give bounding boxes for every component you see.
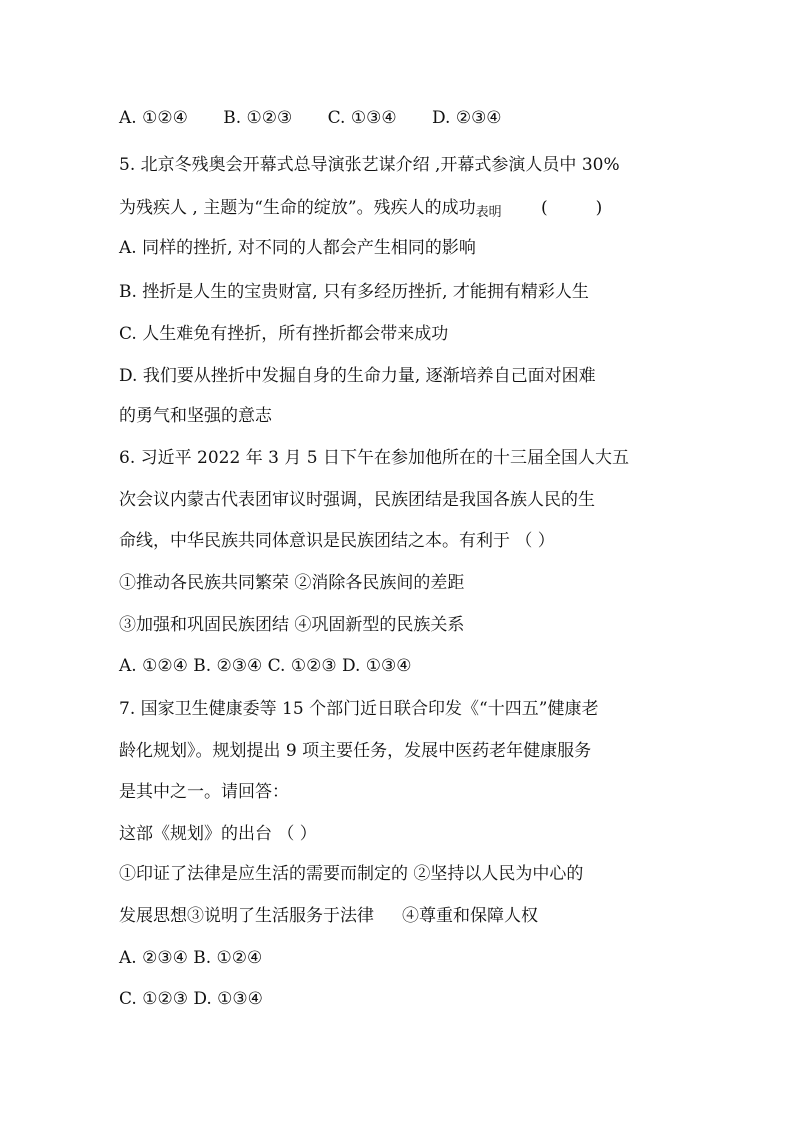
q6-line-1: 6. 习近平 2022 年 3 月 5 日下午在参加他所在的十三届全国人大五 [119, 448, 629, 468]
q5-option-a: A. 同样的挫折, 对不同的人都会产生相同的影响 [119, 238, 476, 258]
q5-option-d-line-1: D. 我们要从挫折中发掘自身的生命力量, 逐渐培养自己面对困难 [119, 366, 596, 386]
top-option-c: C. ①③④ [327, 108, 397, 128]
top-option-b: B. ①②③ [223, 108, 293, 128]
q5-paren-close: ) [595, 198, 603, 218]
q5-line-2-text: 为残疾人 , 主题为“生命的绽放”。残疾人的成功 [119, 198, 476, 218]
q7-items-line-2-part-b: ④尊重和保障人权 [402, 906, 538, 926]
q5-line-2 [119, 196, 602, 225]
q5-option-c: C. 人生难免有挫折，所有挫折都会带来成功 [119, 324, 449, 344]
q5-line-1: 5. 北京冬残奥会开幕式总导演张艺谋介绍 ,开幕式参演人员中 30% [119, 155, 620, 175]
q7-line-3: 是其中之一。请回答： [119, 782, 289, 802]
top-option-d: D. ②③④ [432, 108, 502, 128]
q7-items-line-2 [119, 904, 538, 928]
q6-items-line-1: ①推动各民族共同繁荣 ②消除各民族间的差距 [119, 573, 465, 593]
q7-choices-line-1: A. ②③④ B. ①②④ [119, 948, 263, 968]
q5-line-2-small: 表明 [475, 205, 502, 220]
q6-line-3: 命线，中华民族共同体意识是民族团结之本。有利于 （ ） [119, 531, 555, 551]
q7-items-line-1: ①印证了法律是应生活的需要而制定的 ②坚持以人民为中心的 [119, 864, 584, 884]
top-options-row [119, 106, 502, 130]
q7-line-2: 龄化规划》。规划提出 9 项主要任务，发展中医药老年健康服务 [119, 741, 592, 761]
q6-items-line-2: ③加强和巩固民族团结 ④巩固新型的民族关系 [119, 615, 465, 635]
q6-line-2: 次会议内蒙古代表团审议时强调，民族团结是我国各族人民的生 [119, 490, 595, 510]
q5-option-b: B. 挫折是人生的宝贵财富, 只有多经历挫折, 才能拥有精彩人生 [119, 282, 589, 302]
q7-sub-question: 这部《规划》的出台 （ ） [119, 824, 317, 844]
q5-option-d-line-2: 的勇气和坚强的意志 [119, 406, 272, 426]
top-option-a: A. ①②④ [119, 108, 188, 128]
q7-items-line-2-part-a: 发展思想③说明了生活服务于法律 [119, 906, 374, 926]
q7-choices-line-2: C. ①②③ D. ①③④ [119, 989, 263, 1009]
q7-line-1: 7. 国家卫生健康委等 15 个部门近日联合印发《“十四五”健康老 [119, 699, 599, 719]
q5-paren-open: ( [541, 198, 548, 218]
q6-choices: A. ①②④ B. ②③④ C. ①②③ D. ①③④ [119, 656, 412, 676]
